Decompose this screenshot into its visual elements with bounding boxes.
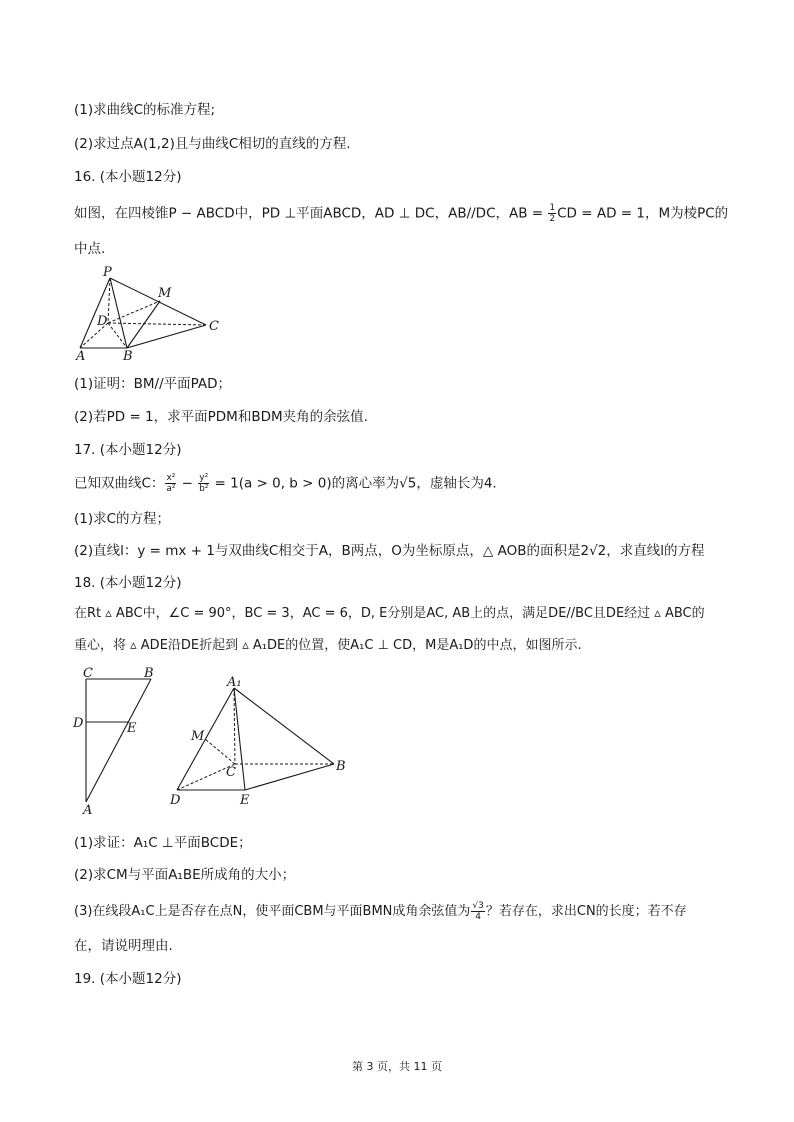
label-C: C bbox=[209, 319, 219, 334]
q16-frac-num: 1 bbox=[549, 203, 556, 213]
q18-folded-figure bbox=[168, 672, 354, 812]
label-M: M bbox=[158, 286, 172, 301]
q17-frac1-den: a² bbox=[166, 484, 176, 494]
label-C: C bbox=[226, 765, 236, 780]
edge-CM bbox=[205, 739, 235, 764]
q17-stem-a: 已知双曲线C： bbox=[74, 475, 165, 492]
q18-part3-frac bbox=[471, 901, 484, 922]
q18-part3-b: ？若存在，求出CN的长度；若不存 bbox=[485, 904, 687, 919]
label-B: B bbox=[123, 349, 133, 364]
q16-pyramid-figure bbox=[74, 264, 234, 364]
q18-flat-triangle-figure bbox=[70, 664, 170, 816]
q17-part2: (2)直线l：y = mx + 1与双曲线C相交于A，B两点，O为坐标原点，△ AOB的面积是2√2，求直线l的方程 bbox=[74, 543, 705, 559]
q16-stem-frac bbox=[548, 203, 556, 224]
edge-PD bbox=[108, 278, 110, 323]
q17-stem-b: = 1(a > 0, b > 0)的离心率为√5，虚轴长为4. bbox=[210, 475, 497, 492]
q17-part1: (1)求C的方程； bbox=[74, 511, 171, 527]
edge-PA bbox=[80, 278, 110, 348]
edge-BA bbox=[86, 679, 151, 802]
label-P: P bbox=[103, 265, 112, 280]
q18-part3-a: (3)在线段A₁C上是否存在点N，使平面CBM与平面BMN成角余弦值为 bbox=[74, 904, 471, 919]
q16-stem-c: 中点. bbox=[74, 241, 106, 257]
q18-folded-svg bbox=[168, 672, 354, 812]
label-C: C bbox=[83, 666, 93, 681]
q17-header: 17. (本小题12分) bbox=[74, 442, 182, 458]
q17-frac2-den: b² bbox=[199, 484, 209, 494]
q17-minus: − bbox=[177, 475, 198, 492]
label-A: A bbox=[83, 803, 93, 818]
label-A: A bbox=[76, 349, 86, 364]
q16-header: 16. (本小题12分) bbox=[74, 169, 182, 185]
q19-header: 19. (本小题12分) bbox=[74, 971, 182, 987]
label-A1: A₁ bbox=[227, 675, 242, 690]
edge-BM bbox=[127, 301, 160, 348]
q18-part3 bbox=[74, 901, 687, 922]
q17-frac2-num: y² bbox=[199, 473, 209, 483]
q16-stem bbox=[74, 203, 728, 224]
q18-part1: (1)求证：A₁C ⊥平面BCDE； bbox=[74, 835, 252, 851]
label-B: B bbox=[144, 666, 154, 681]
q18-part3-c: 在，请说明理由. bbox=[74, 938, 173, 954]
edge-EB bbox=[245, 764, 334, 790]
q18-part3-frac-den: 4 bbox=[475, 912, 481, 922]
q16-part2: (2)若PD = 1，求平面PDM和BDM夹角的余弦值. bbox=[74, 409, 368, 425]
q16-part1: (1)证明：BM//平面PAD； bbox=[74, 376, 232, 392]
label-D: D bbox=[170, 793, 181, 808]
label-E: E bbox=[240, 793, 250, 808]
q18-header: 18. (本小题12分) bbox=[74, 575, 182, 591]
q16-stem-b: CD = AD = 1，M为棱PC的 bbox=[557, 205, 729, 222]
q16-frac-den: 2 bbox=[549, 214, 556, 224]
label-D: D bbox=[73, 716, 84, 731]
label-M: M bbox=[191, 729, 205, 744]
q17-stem bbox=[74, 473, 497, 494]
q17-frac1-num: x² bbox=[166, 473, 176, 483]
edge-BC bbox=[127, 325, 206, 348]
q18-stem-a: 在Rt ▵ ABC中，∠C = 90°，BC = 3，AC = 6，D, E分别是AC, AB上的点，满足DE//BC且DE经过 ▵ ABC的 bbox=[74, 606, 705, 621]
q18-part3-frac-num: √3 bbox=[472, 901, 484, 911]
label-D: D bbox=[97, 314, 108, 329]
label-B: B bbox=[336, 759, 346, 774]
q17-frac1 bbox=[165, 473, 176, 494]
label-E: E bbox=[127, 721, 137, 736]
q18-part2: (2)求CM与平面A₁BE所成角的大小； bbox=[74, 867, 296, 883]
q16-pyramid-svg bbox=[74, 264, 234, 364]
q18-stem-b: 重心，将 ▵ ADE沿DE折起到 ▵ A₁DE的位置，使A₁C ⊥ CD，M是A₁D的中点，如图所示. bbox=[74, 638, 582, 653]
edge-A1B bbox=[234, 688, 334, 764]
q18-flat-triangle-svg bbox=[70, 664, 170, 816]
edge-DC bbox=[108, 323, 206, 325]
q16-stem-a: 如图，在四棱锥P − ABCD中，PD ⊥平面ABCD，AD ⊥ DC，AB//DC，AB = bbox=[74, 205, 548, 222]
q17-frac2 bbox=[198, 473, 209, 494]
page-footer: 第 3 页，共 11 页 bbox=[352, 1060, 442, 1073]
q15-part2: (2)求过点A(1,2)且与曲线C相切的直线的方程. bbox=[74, 136, 351, 152]
q15-part1: (1)求曲线C的标准方程; bbox=[74, 102, 216, 118]
